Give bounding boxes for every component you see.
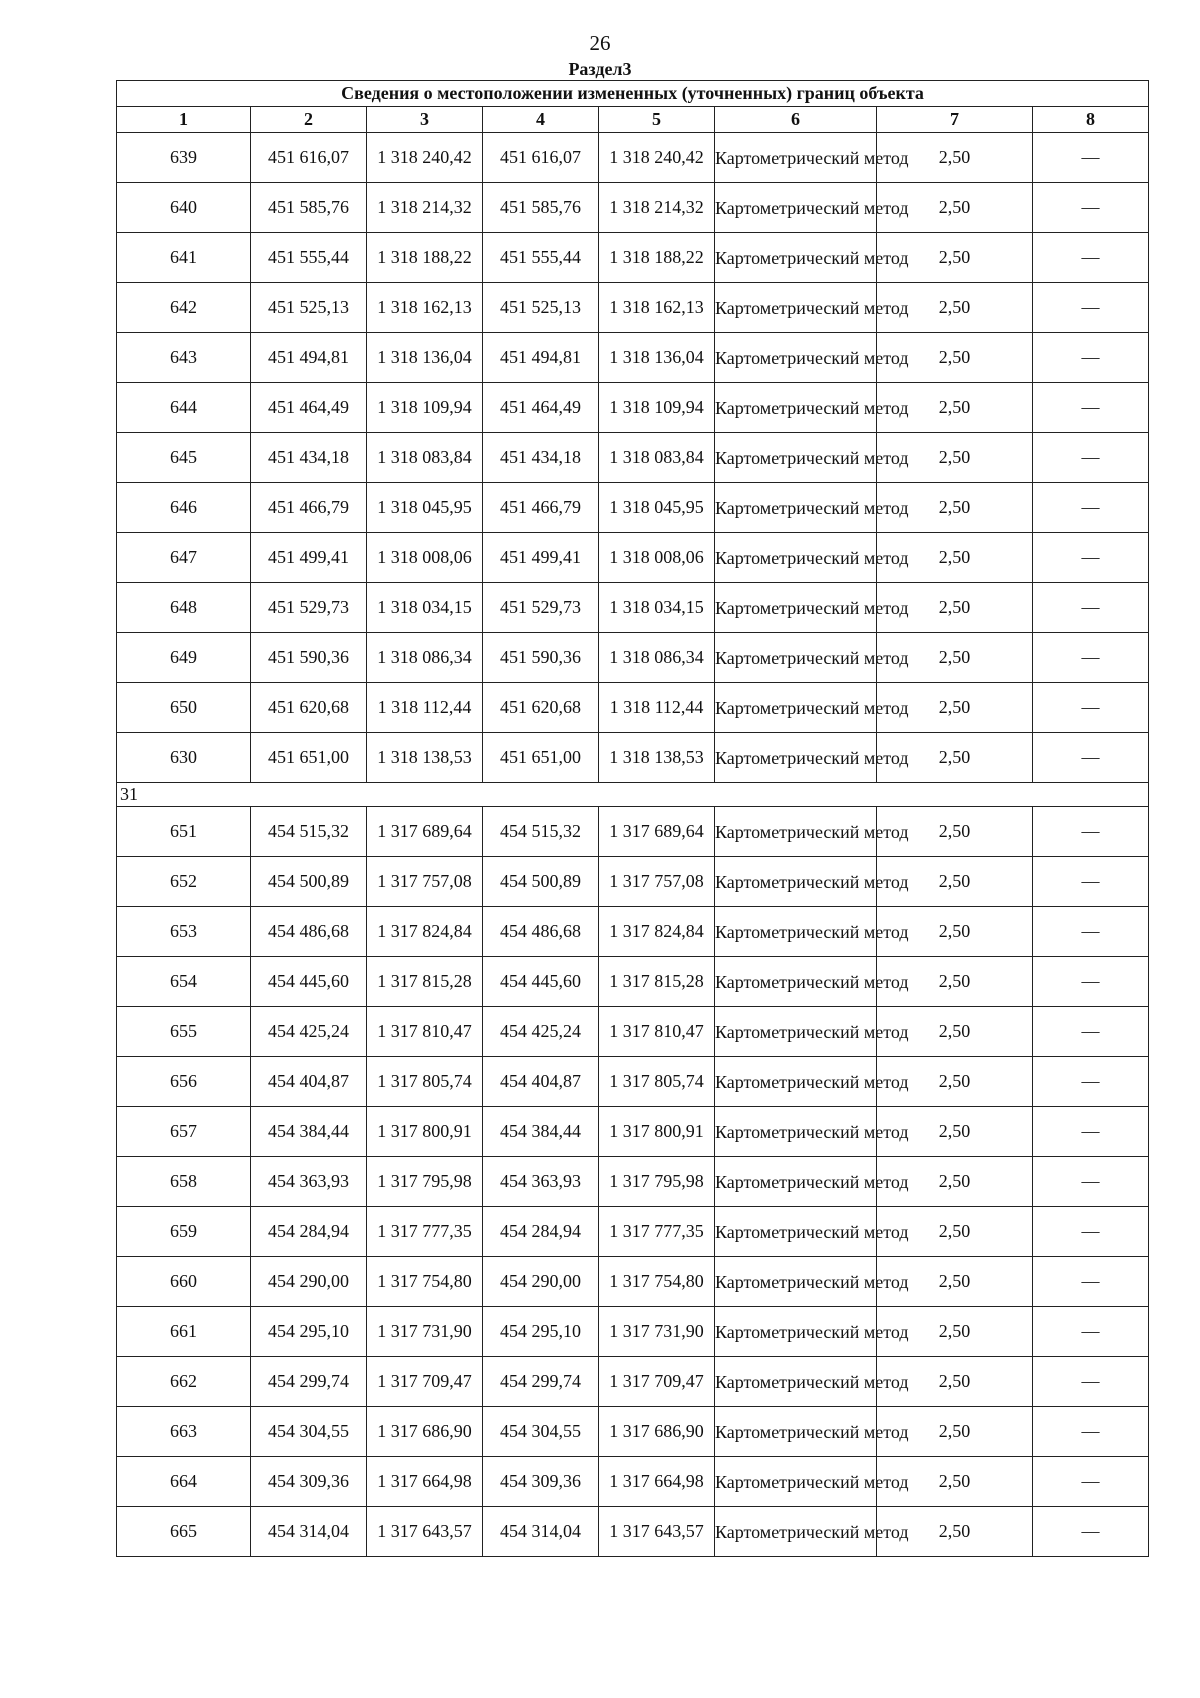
note-cell: — — [1033, 957, 1149, 1007]
x-refined-cell: 454 309,36 — [483, 1457, 599, 1507]
table-row — [117, 1007, 1149, 1057]
table-caption: Сведения о местоположении измененных (уточненных) границ объекта — [117, 81, 1149, 107]
point-number-cell: 630 — [117, 733, 251, 783]
note-cell: — — [1033, 583, 1149, 633]
x-refined-cell: 454 299,74 — [483, 1357, 599, 1407]
x-refined-cell: 454 304,55 — [483, 1407, 599, 1457]
accuracy-cell: 2,50 — [877, 1057, 1033, 1107]
table-row — [117, 733, 1149, 783]
coordinates-table — [116, 80, 1149, 1557]
note-cell: — — [1033, 1507, 1149, 1557]
x-existing-cell: 454 314,04 — [251, 1507, 367, 1557]
contour-row — [117, 783, 1149, 807]
note-cell: — — [1033, 1257, 1149, 1307]
point-number-cell: 665 — [117, 1507, 251, 1557]
accuracy-cell: 2,50 — [877, 433, 1033, 483]
y-refined-cell: 1 317 800,91 — [599, 1107, 715, 1157]
y-existing-cell: 1 318 214,32 — [367, 183, 483, 233]
table-row — [117, 183, 1149, 233]
x-existing-cell: 454 515,32 — [251, 807, 367, 857]
accuracy-cell: 2,50 — [877, 1257, 1033, 1307]
method-cell: Картометрический метод — [715, 183, 877, 233]
table-row — [117, 1307, 1149, 1357]
point-number-cell: 658 — [117, 1157, 251, 1207]
method-cell: Картометрический метод — [715, 683, 877, 733]
x-refined-cell: 451 525,13 — [483, 283, 599, 333]
x-existing-cell: 451 555,44 — [251, 233, 367, 283]
y-refined-cell: 1 318 162,13 — [599, 283, 715, 333]
x-refined-cell: 454 425,24 — [483, 1007, 599, 1057]
table-row — [117, 1257, 1149, 1307]
y-existing-cell: 1 317 731,90 — [367, 1307, 483, 1357]
note-cell: — — [1033, 907, 1149, 957]
y-refined-cell: 1 317 731,90 — [599, 1307, 715, 1357]
accuracy-cell: 2,50 — [877, 1357, 1033, 1407]
x-refined-cell: 454 515,32 — [483, 807, 599, 857]
y-refined-cell: 1 317 686,90 — [599, 1407, 715, 1457]
accuracy-cell: 2,50 — [877, 133, 1033, 183]
x-refined-cell: 451 499,41 — [483, 533, 599, 583]
x-refined-cell: 454 384,44 — [483, 1107, 599, 1157]
note-cell: — — [1033, 1307, 1149, 1357]
accuracy-cell: 2,50 — [877, 957, 1033, 1007]
contour-label: 31 — [117, 783, 1149, 807]
x-refined-cell: 454 486,68 — [483, 907, 599, 957]
table-row — [117, 133, 1149, 183]
y-existing-cell: 1 318 083,84 — [367, 433, 483, 483]
y-refined-cell: 1 318 240,42 — [599, 133, 715, 183]
x-existing-cell: 451 525,13 — [251, 283, 367, 333]
point-number-cell: 656 — [117, 1057, 251, 1107]
x-existing-cell: 454 384,44 — [251, 1107, 367, 1157]
table-row — [117, 1507, 1149, 1557]
x-refined-cell: 451 494,81 — [483, 333, 599, 383]
point-number-cell: 648 — [117, 583, 251, 633]
column-number: 8 — [1033, 107, 1149, 133]
table-row — [117, 907, 1149, 957]
note-cell: — — [1033, 383, 1149, 433]
table-row — [117, 807, 1149, 857]
point-number-cell: 650 — [117, 683, 251, 733]
point-number-cell: 655 — [117, 1007, 251, 1057]
method-cell: Картометрический метод — [715, 907, 877, 957]
accuracy-cell: 2,50 — [877, 183, 1033, 233]
column-number-row — [117, 107, 1149, 133]
y-refined-cell: 1 318 214,32 — [599, 183, 715, 233]
table-row — [117, 1207, 1149, 1257]
method-cell: Картометрический метод — [715, 957, 877, 1007]
x-existing-cell: 451 620,68 — [251, 683, 367, 733]
y-refined-cell: 1 317 643,57 — [599, 1507, 715, 1557]
accuracy-cell: 2,50 — [877, 1307, 1033, 1357]
x-refined-cell: 451 620,68 — [483, 683, 599, 733]
accuracy-cell: 2,50 — [877, 907, 1033, 957]
note-cell: — — [1033, 1007, 1149, 1057]
x-existing-cell: 451 529,73 — [251, 583, 367, 633]
x-existing-cell: 451 466,79 — [251, 483, 367, 533]
note-cell: — — [1033, 1107, 1149, 1157]
method-cell: Картометрический метод — [715, 807, 877, 857]
y-refined-cell: 1 318 138,53 — [599, 733, 715, 783]
table-row — [117, 683, 1149, 733]
y-existing-cell: 1 317 824,84 — [367, 907, 483, 957]
x-existing-cell: 451 494,81 — [251, 333, 367, 383]
y-existing-cell: 1 318 034,15 — [367, 583, 483, 633]
note-cell: — — [1033, 1407, 1149, 1457]
point-number-cell: 642 — [117, 283, 251, 333]
note-cell: — — [1033, 1157, 1149, 1207]
y-refined-cell: 1 317 689,64 — [599, 807, 715, 857]
method-cell: Картометрический метод — [715, 433, 877, 483]
x-existing-cell: 454 500,89 — [251, 857, 367, 907]
method-cell: Картометрический метод — [715, 1307, 877, 1357]
point-number-cell: 644 — [117, 383, 251, 433]
y-existing-cell: 1 318 112,44 — [367, 683, 483, 733]
method-cell: Картометрический метод — [715, 533, 877, 583]
accuracy-cell: 2,50 — [877, 807, 1033, 857]
table-row — [117, 1157, 1149, 1207]
table-row — [117, 483, 1149, 533]
note-cell: — — [1033, 1457, 1149, 1507]
y-refined-cell: 1 318 109,94 — [599, 383, 715, 433]
x-existing-cell: 451 464,49 — [251, 383, 367, 433]
y-existing-cell: 1 317 664,98 — [367, 1457, 483, 1507]
point-number-cell: 643 — [117, 333, 251, 383]
note-cell: — — [1033, 233, 1149, 283]
point-number-cell: 649 — [117, 633, 251, 683]
table-row — [117, 433, 1149, 483]
accuracy-cell: 2,50 — [877, 383, 1033, 433]
method-cell: Картометрический метод — [715, 283, 877, 333]
method-cell: Картометрический метод — [715, 1157, 877, 1207]
point-number-cell: 640 — [117, 183, 251, 233]
y-refined-cell: 1 318 136,04 — [599, 333, 715, 383]
y-existing-cell: 1 317 810,47 — [367, 1007, 483, 1057]
point-number-cell: 657 — [117, 1107, 251, 1157]
note-cell: — — [1033, 1357, 1149, 1407]
note-cell: — — [1033, 183, 1149, 233]
x-existing-cell: 451 651,00 — [251, 733, 367, 783]
y-existing-cell: 1 318 045,95 — [367, 483, 483, 533]
x-existing-cell: 454 309,36 — [251, 1457, 367, 1507]
y-refined-cell: 1 317 777,35 — [599, 1207, 715, 1257]
x-existing-cell: 454 425,24 — [251, 1007, 367, 1057]
method-cell: Картометрический метод — [715, 633, 877, 683]
x-refined-cell: 451 651,00 — [483, 733, 599, 783]
y-refined-cell: 1 317 709,47 — [599, 1357, 715, 1407]
accuracy-cell: 2,50 — [877, 533, 1033, 583]
x-refined-cell: 451 585,76 — [483, 183, 599, 233]
note-cell: — — [1033, 807, 1149, 857]
point-number-cell: 663 — [117, 1407, 251, 1457]
x-existing-cell: 454 304,55 — [251, 1407, 367, 1457]
x-refined-cell: 451 529,73 — [483, 583, 599, 633]
point-number-cell: 660 — [117, 1257, 251, 1307]
method-cell: Картометрический метод — [715, 1507, 877, 1557]
y-existing-cell: 1 317 754,80 — [367, 1257, 483, 1307]
table-body — [117, 133, 1149, 1557]
accuracy-cell: 2,50 — [877, 1207, 1033, 1257]
table-row — [117, 1407, 1149, 1457]
point-number-cell: 645 — [117, 433, 251, 483]
method-cell: Картометрический метод — [715, 1107, 877, 1157]
x-existing-cell: 451 434,18 — [251, 433, 367, 483]
x-existing-cell: 454 486,68 — [251, 907, 367, 957]
column-number: 7 — [877, 107, 1033, 133]
x-existing-cell: 451 499,41 — [251, 533, 367, 583]
note-cell: — — [1033, 533, 1149, 583]
accuracy-cell: 2,50 — [877, 233, 1033, 283]
y-existing-cell: 1 318 109,94 — [367, 383, 483, 433]
y-existing-cell: 1 317 643,57 — [367, 1507, 483, 1557]
point-number-cell: 652 — [117, 857, 251, 907]
y-existing-cell: 1 318 136,04 — [367, 333, 483, 383]
y-existing-cell: 1 317 689,64 — [367, 807, 483, 857]
table-row — [117, 1057, 1149, 1107]
point-number-cell: 654 — [117, 957, 251, 1007]
table-row — [117, 857, 1149, 907]
method-cell: Картометрический метод — [715, 133, 877, 183]
method-cell: Картометрический метод — [715, 733, 877, 783]
point-number-cell: 651 — [117, 807, 251, 857]
page-number: 26 — [589, 31, 611, 55]
x-existing-cell: 451 616,07 — [251, 133, 367, 183]
x-existing-cell: 451 590,36 — [251, 633, 367, 683]
y-existing-cell: 1 318 138,53 — [367, 733, 483, 783]
x-refined-cell: 454 284,94 — [483, 1207, 599, 1257]
y-existing-cell: 1 317 709,47 — [367, 1357, 483, 1407]
y-refined-cell: 1 318 188,22 — [599, 233, 715, 283]
y-refined-cell: 1 317 815,28 — [599, 957, 715, 1007]
table-row — [117, 233, 1149, 283]
table-row — [117, 633, 1149, 683]
y-existing-cell: 1 318 188,22 — [367, 233, 483, 283]
x-refined-cell: 454 314,04 — [483, 1507, 599, 1557]
x-existing-cell: 454 284,94 — [251, 1207, 367, 1257]
method-cell: Картометрический метод — [715, 333, 877, 383]
y-existing-cell: 1 318 086,34 — [367, 633, 483, 683]
y-existing-cell: 1 318 240,42 — [367, 133, 483, 183]
method-cell: Картометрический метод — [715, 483, 877, 533]
table-row — [117, 1357, 1149, 1407]
method-cell: Картометрический метод — [715, 233, 877, 283]
column-number: 6 — [715, 107, 877, 133]
y-existing-cell: 1 317 795,98 — [367, 1157, 483, 1207]
note-cell: — — [1033, 1207, 1149, 1257]
point-number-cell: 661 — [117, 1307, 251, 1357]
y-existing-cell: 1 317 805,74 — [367, 1057, 483, 1107]
table-row — [117, 333, 1149, 383]
y-refined-cell: 1 317 795,98 — [599, 1157, 715, 1207]
method-cell: Картометрический метод — [715, 1357, 877, 1407]
table-row — [117, 383, 1149, 433]
x-existing-cell: 454 295,10 — [251, 1307, 367, 1357]
point-number-cell: 641 — [117, 233, 251, 283]
method-cell: Картометрический метод — [715, 1457, 877, 1507]
accuracy-cell: 2,50 — [877, 1007, 1033, 1057]
accuracy-cell: 2,50 — [877, 283, 1033, 333]
method-cell: Картометрический метод — [715, 1257, 877, 1307]
note-cell: — — [1033, 733, 1149, 783]
method-cell: Картометрический метод — [715, 583, 877, 633]
point-number-cell: 653 — [117, 907, 251, 957]
x-existing-cell: 454 299,74 — [251, 1357, 367, 1407]
y-refined-cell: 1 317 757,08 — [599, 857, 715, 907]
y-existing-cell: 1 318 162,13 — [367, 283, 483, 333]
y-refined-cell: 1 318 008,06 — [599, 533, 715, 583]
y-refined-cell: 1 317 805,74 — [599, 1057, 715, 1107]
table-row — [117, 283, 1149, 333]
note-cell: — — [1033, 283, 1149, 333]
y-refined-cell: 1 317 664,98 — [599, 1457, 715, 1507]
x-existing-cell: 454 404,87 — [251, 1057, 367, 1107]
table-row — [117, 1457, 1149, 1507]
column-number: 4 — [483, 107, 599, 133]
table-row — [117, 583, 1149, 633]
x-refined-cell: 451 555,44 — [483, 233, 599, 283]
y-refined-cell: 1 318 083,84 — [599, 433, 715, 483]
y-existing-cell: 1 318 008,06 — [367, 533, 483, 583]
column-number: 1 — [117, 107, 251, 133]
y-refined-cell: 1 317 810,47 — [599, 1007, 715, 1057]
note-cell: — — [1033, 333, 1149, 383]
point-number-cell: 664 — [117, 1457, 251, 1507]
column-number: 5 — [599, 107, 715, 133]
x-refined-cell: 454 363,93 — [483, 1157, 599, 1207]
method-cell: Картометрический метод — [715, 857, 877, 907]
point-number-cell: 659 — [117, 1207, 251, 1257]
x-existing-cell: 454 363,93 — [251, 1157, 367, 1207]
accuracy-cell: 2,50 — [877, 1507, 1033, 1557]
note-cell: — — [1033, 633, 1149, 683]
y-refined-cell: 1 318 112,44 — [599, 683, 715, 733]
x-existing-cell: 454 445,60 — [251, 957, 367, 1007]
point-number-cell: 646 — [117, 483, 251, 533]
note-cell: — — [1033, 857, 1149, 907]
method-cell: Картометрический метод — [715, 1007, 877, 1057]
y-existing-cell: 1 317 800,91 — [367, 1107, 483, 1157]
accuracy-cell: 2,50 — [877, 1107, 1033, 1157]
accuracy-cell: 2,50 — [877, 583, 1033, 633]
column-number: 2 — [251, 107, 367, 133]
point-number-cell: 662 — [117, 1357, 251, 1407]
accuracy-cell: 2,50 — [877, 733, 1033, 783]
accuracy-cell: 2,50 — [877, 333, 1033, 383]
section-title: Раздел3 — [568, 59, 632, 79]
table-row — [117, 957, 1149, 1007]
y-existing-cell: 1 317 777,35 — [367, 1207, 483, 1257]
note-cell: — — [1033, 483, 1149, 533]
x-refined-cell: 451 616,07 — [483, 133, 599, 183]
table-row — [117, 1107, 1149, 1157]
table-row — [117, 533, 1149, 583]
accuracy-cell: 2,50 — [877, 683, 1033, 733]
y-existing-cell: 1 317 815,28 — [367, 957, 483, 1007]
x-refined-cell: 454 500,89 — [483, 857, 599, 907]
accuracy-cell: 2,50 — [877, 483, 1033, 533]
method-cell: Картометрический метод — [715, 1057, 877, 1107]
note-cell: — — [1033, 133, 1149, 183]
x-refined-cell: 454 445,60 — [483, 957, 599, 1007]
note-cell: — — [1033, 683, 1149, 733]
x-refined-cell: 451 466,79 — [483, 483, 599, 533]
accuracy-cell: 2,50 — [877, 1457, 1033, 1507]
point-number-cell: 647 — [117, 533, 251, 583]
x-refined-cell: 451 464,49 — [483, 383, 599, 433]
y-refined-cell: 1 318 045,95 — [599, 483, 715, 533]
method-cell: Картометрический метод — [715, 1207, 877, 1257]
y-refined-cell: 1 318 086,34 — [599, 633, 715, 683]
note-cell: — — [1033, 433, 1149, 483]
x-refined-cell: 454 290,00 — [483, 1257, 599, 1307]
accuracy-cell: 2,50 — [877, 1407, 1033, 1457]
y-refined-cell: 1 317 824,84 — [599, 907, 715, 957]
x-refined-cell: 451 434,18 — [483, 433, 599, 483]
method-cell: Картометрический метод — [715, 1407, 877, 1457]
y-existing-cell: 1 317 686,90 — [367, 1407, 483, 1457]
method-cell: Картометрический метод — [715, 383, 877, 433]
accuracy-cell: 2,50 — [877, 633, 1033, 683]
y-refined-cell: 1 318 034,15 — [599, 583, 715, 633]
y-refined-cell: 1 317 754,80 — [599, 1257, 715, 1307]
accuracy-cell: 2,50 — [877, 1157, 1033, 1207]
x-existing-cell: 451 585,76 — [251, 183, 367, 233]
note-cell: — — [1033, 1057, 1149, 1107]
x-existing-cell: 454 290,00 — [251, 1257, 367, 1307]
column-number: 3 — [367, 107, 483, 133]
accuracy-cell: 2,50 — [877, 857, 1033, 907]
x-refined-cell: 451 590,36 — [483, 633, 599, 683]
point-number-cell: 639 — [117, 133, 251, 183]
x-refined-cell: 454 404,87 — [483, 1057, 599, 1107]
x-refined-cell: 454 295,10 — [483, 1307, 599, 1357]
y-existing-cell: 1 317 757,08 — [367, 857, 483, 907]
